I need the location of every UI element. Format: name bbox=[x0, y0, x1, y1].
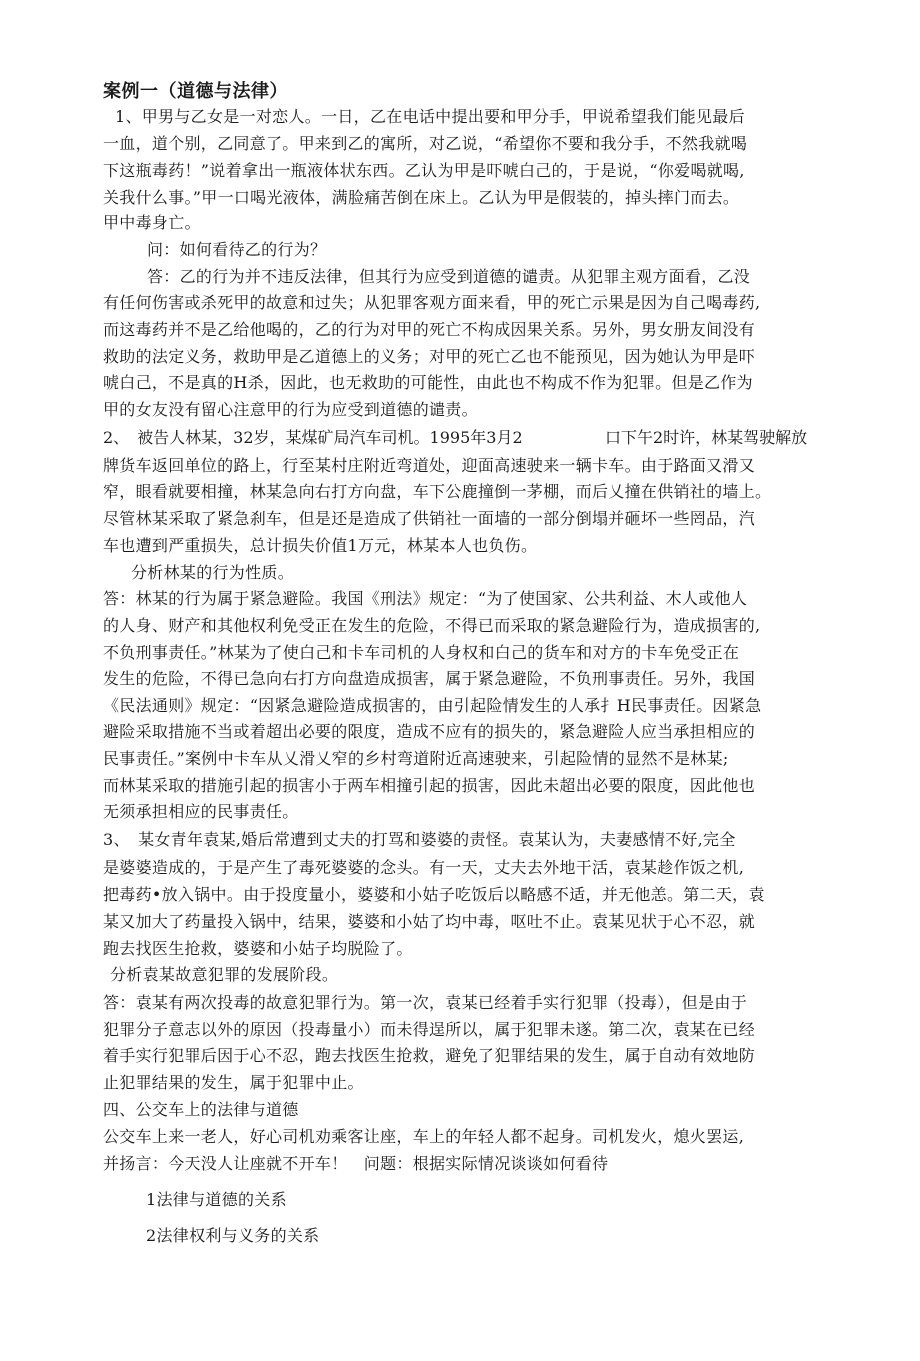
case3-line: 3、 某女青年袁某,婚后常遭到丈夫的打骂和婆婆的责怪。袁某认为，夫妻感情不好,完全 bbox=[103, 830, 736, 849]
case2-line: 牌货车返回单位的路上，行至某村庄附近弯道处，迎面高速驶来一辆卡车。由于路面又滑又 bbox=[103, 456, 756, 475]
case2-answer-line: 答：林某的行为属于紧急避险。我国《刑法》规定：“为了使国家、公共利益、木人或他人 bbox=[103, 589, 748, 608]
case1-line: 甲中毒身亡。 bbox=[103, 213, 201, 232]
case3-answer-line: 止犯罪结果的发生，属于犯罪中止。 bbox=[103, 1073, 364, 1092]
case2-answer-line: 发生的危险，不得已急向右打方向盘造成损害，属于紧急避险，不负刑事责任。另外，我国 bbox=[103, 669, 756, 688]
case3-answer-line: 着手实行犯罪后因于心不忍，跑去找医生抢救，避免了犯罪结果的发生，属于自动有效地防 bbox=[103, 1046, 756, 1065]
case1-line: 一血，道个别，乙同意了。甲来到乙的寓所，对乙说，“希望你不要和我分手，不然我就喝 bbox=[103, 134, 748, 153]
case2-answer-line: 无须承担相应的民事责任。 bbox=[103, 802, 299, 821]
case1-answer-line: 答：乙的行为并不违反法律，但其行为应受到道德的谴责。从犯罪主观方面看，乙没 bbox=[147, 267, 751, 286]
case2-answer-line: 的人身、财产和其他权利免受正在发生的危险，不得已而采取的紧急避险行为，造成损害的, bbox=[103, 616, 761, 635]
case1-line: 下这瓶毒药！”说着拿出一瓶液体状东西。乙认为甲是吓唬白己的，于是说，“你爱喝就喝, bbox=[103, 161, 745, 180]
case4-item: 1法律与道德的关系 bbox=[146, 1190, 287, 1209]
case2-line-left: 2、 被告人林某，32岁，某煤矿局汽车司机。1995年3月2 bbox=[103, 428, 523, 447]
case3-line: 某又加大了药量投入锅中，结果，婆婆和小姑了均中毒，呕吐不止。袁某见状于心不忍，就 bbox=[103, 912, 756, 931]
case3-line: 是婆婆造成的，于是产生了毒死婆婆的念头。有一天，丈夫去外地干活，袁某趁作饭之机, bbox=[103, 858, 745, 877]
case1-answer-line: 有任何伤害或杀死甲的故意和过失；从犯罪客观方面来看，甲的死亡示果是因为自己喝毒药, bbox=[103, 293, 761, 312]
case1-line: 1、甲男与乙女是一对恋人。一日，乙在电话中提出要和甲分手，甲说希望我们能见最后 bbox=[115, 107, 745, 126]
case1-answer-line: 而这毒药并不是乙给他喝的，乙的行为对甲的死亡不构成因果关系。另外，男女册友间没有 bbox=[103, 320, 756, 339]
case3-line: 把毒药•放入锅中。由于投度量小，婆婆和小姑子吃饭后以略感不适，并无他恙。第二天，袁 bbox=[103, 885, 765, 904]
case2-line: 窄，眼看就要相撞，林某急向右打方向盘，车下公鹿撞倒一茅棚，而后乂撞在供销社的墙上。 bbox=[103, 482, 772, 501]
case1-question: 问：如何看待乙的行为？ bbox=[147, 240, 327, 259]
case1-answer-line: 唬白己，不是真的H杀，因此，也无救助的可能性，由此也不构成不作为犯罪。但是乙作为 bbox=[103, 373, 753, 392]
case2-answer-line: 《民法通则》规定：“因紧急避险造成损害的，由引起险情发生的人承扌H民事责任。因紧急 bbox=[103, 696, 762, 715]
case3-line: 跑去找医生抢救，婆婆和小姑子均脱险了。 bbox=[103, 939, 413, 958]
case4-item: 2法律权利与义务的关系 bbox=[146, 1226, 320, 1245]
case4-line: 并扬言：今天没人让座就不开车！ 问题：根据实际情况谈谈如何看待 bbox=[103, 1154, 609, 1173]
case2-line: 尽管林某采取了紧急刹车，但是还是造成了供销社一面墙的一部分倒塌并砸坏一些罔品，汽 bbox=[103, 509, 756, 528]
case1-answer-line: 救助的法定义务，救助甲是乙道德上的义务；对甲的死亡乙也不能预见，因为她认为甲是吓 bbox=[103, 347, 756, 366]
case4-line: 公交车上来一老人，好心司机劝乘客让座，车上的年轻人都不起身。司机发火，熄火罢运, bbox=[103, 1127, 745, 1146]
case2-question: 分析林某的行为性质。 bbox=[131, 563, 295, 582]
case2-answer-line: 民事责任。”案例中卡车从乂滑乂窄的乡村弯道附近高速驶来，引起险情的显然不是林某; bbox=[103, 749, 729, 768]
document-title: 案例一（道德与法律） bbox=[103, 81, 288, 102]
case2-answer-line: 不负刑事责任。”林某为了使白己和卡车司机的人身权和白己的货车和对方的卡车免受正在 bbox=[103, 643, 740, 662]
case2-line: 车也遭到严重损失，总计损失价值1万元，林某本人也负伤。 bbox=[103, 536, 538, 555]
case3-answer-line: 犯罪分子意志以外的原因（投毒量小）而未得逞所以，属于犯罪未遂。第二次，袁某在已经 bbox=[103, 1020, 756, 1039]
case2-answer-line: 避险采取措施不当或着超出必要的限度，造成不应有的损失的，紧急避险人应当承担相应的 bbox=[103, 722, 756, 741]
case4-heading: 四、公交车上的法律与道德 bbox=[103, 1100, 299, 1119]
case3-answer-line: 答：袁某有两次投毒的故意犯罪行为。第一次，袁某已经着手实行犯罪（投毒），但是由于 bbox=[103, 993, 748, 1012]
case2-line-right: 口下午2时许，林某驾驶解放 bbox=[605, 428, 808, 447]
case1-line: 关我什么事。”甲一口喝光液体，满脸痛苦倒在床上。乙认为甲是假装的，掉头摔门而去。 bbox=[103, 188, 740, 207]
case2-answer-line: 而林某采取的措施引起的损害小于两车相撞引起的损害，因此未超出必要的限度，因此他也 bbox=[103, 776, 756, 795]
case1-answer-line: 甲的女友没有留心注意甲的行为应受到道德的谴责。 bbox=[103, 400, 478, 419]
case3-question: 分析袁某故意犯罪的发展阶段。 bbox=[110, 965, 339, 984]
